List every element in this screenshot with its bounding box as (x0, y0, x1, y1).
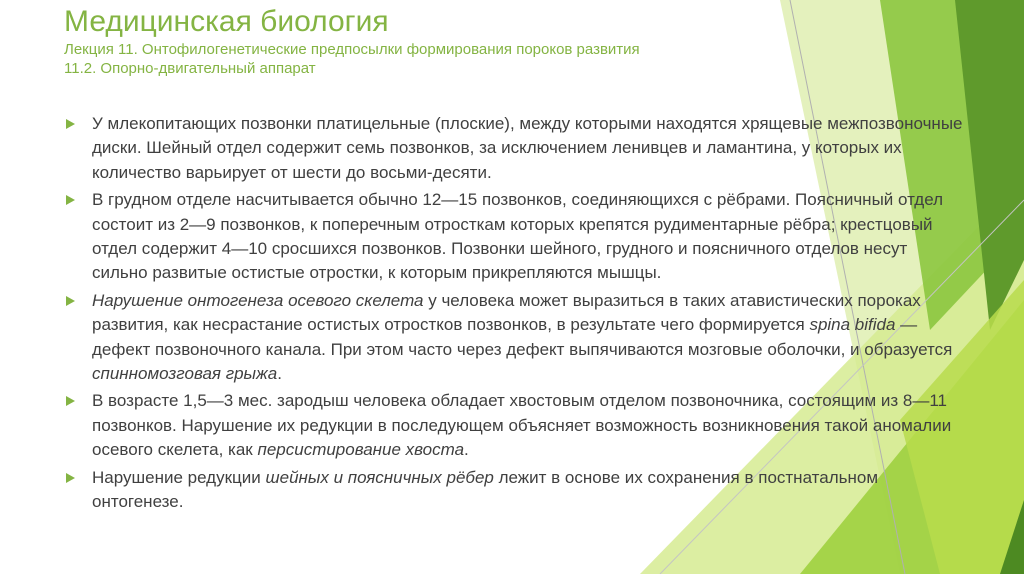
bullet-item (64, 466, 964, 515)
slide-title: Медицинская биология (64, 5, 389, 38)
bullet-item (64, 289, 964, 387)
slide-subtitle-line1: Лекция 11. Онтофилогенетические предпосылки формирования пороков развития (64, 41, 640, 58)
triangle-right-icon (66, 119, 75, 129)
bullet-text: В грудном отделе насчитывается обычно 12—15 позвонков, соединяющихся с рёбрами. Поясничный отдел состоит из 2—9 позвонков, к поперечным отросткам которых крепятся рудиментарные рёбра; крестцовый отдел содержит 4—10 сросшихся позвонков. Позвонки шейного, грудного и поясничного отделов несут сильно развитые остистые отростки, к которым прикрепляются мышцы. (92, 190, 944, 283)
triangle-right-icon (66, 473, 75, 483)
bullet-list (64, 112, 964, 518)
bullet-text: У млекопитающих позвонки платицельные (плоские), между которыми находятся хрящевые межпозвоночные диски. Шейный отдел содержит семь позвонков, за исключением ленивцев и ламантина, у которых их количество варьирует от шести до восьми-десяти. (92, 114, 963, 182)
bullet-item (64, 112, 964, 185)
triangle-right-icon (66, 396, 75, 406)
bullet-text: Нарушение онтогенеза осевого скелета у человека может выразиться в таких атавистических пороках развития, как несрастание остистых отростков позвонков, в результате чего формируется spina bifida — дефект позвоночного канала. При этом часто через дефект выпячиваются мозговые оболочки, и образуется спинномозговая грыжа. (92, 290, 953, 384)
slide-title-block (64, 4, 824, 78)
bullet-text: Нарушение редукции шейных и поясничных рёбер лежит в основе их сохранения в постнатальном онтогенезе. (92, 467, 879, 512)
slide-subtitle-line2: 11.2. Опорно-двигательный аппарат (64, 60, 316, 77)
bullet-item (64, 389, 964, 462)
triangle-right-icon (66, 195, 75, 205)
bullet-item (64, 188, 964, 286)
triangle-right-icon (66, 296, 75, 306)
bullet-text: В возрасте 1,5—3 мес. зародыш человека обладает хвостовым отделом позвоночника, состоящим из 8—11 позвонков. Нарушение их редукции в последующем объясняет возможность возникновения такой аномалии осевого скелета, как персистирование хвоста. (92, 391, 952, 460)
